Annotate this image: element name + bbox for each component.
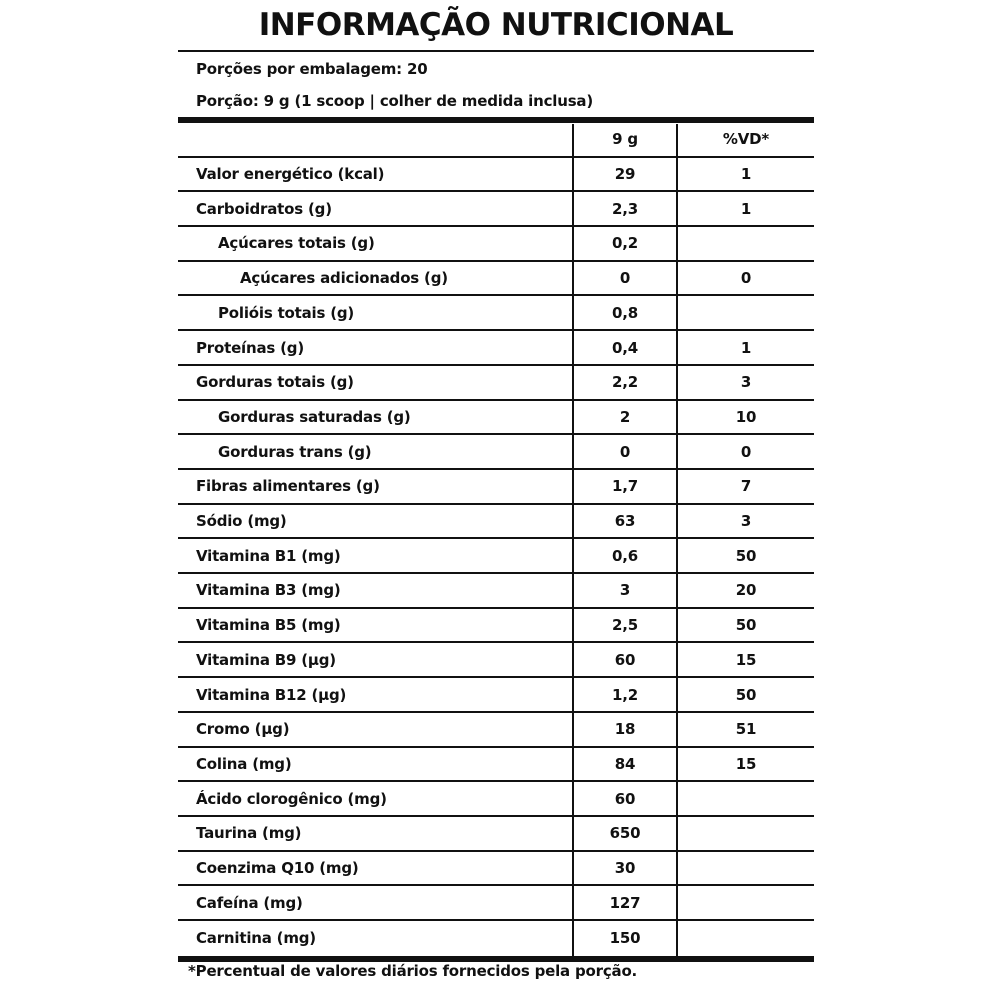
nutrient-amount: 650 xyxy=(609,824,641,843)
nutrient-dv xyxy=(678,227,814,260)
nutrient-name: Vitamina B9 (µg) xyxy=(196,650,336,669)
nutrient-amount: 150 xyxy=(609,929,641,948)
nutrient-dv xyxy=(678,886,814,919)
nutrient-name: Vitamina B12 (µg) xyxy=(196,685,347,704)
nutrient-dv: 20 xyxy=(735,581,757,600)
nutrient-name: Gorduras saturadas (g) xyxy=(218,407,411,426)
nutrient-dv: 51 xyxy=(735,720,757,739)
nutrient-amount: 0 xyxy=(619,269,631,288)
table-row xyxy=(178,227,814,262)
table-row xyxy=(178,852,814,887)
nutrient-amount: 18 xyxy=(614,720,636,739)
nutrient-amount: 0 xyxy=(619,442,631,461)
nutrient-amount: 63 xyxy=(614,512,636,531)
nutrient-amount: 2,5 xyxy=(612,616,638,635)
nutrient-name: Cafeína (mg) xyxy=(196,893,303,912)
servings-per-package: Porções por embalagem: 20 xyxy=(196,60,428,78)
divider xyxy=(178,50,814,52)
table-row xyxy=(178,262,814,297)
table-row xyxy=(178,297,814,332)
nutrient-amount: 0,6 xyxy=(612,546,638,565)
nutrient-name: Gorduras trans (g) xyxy=(218,442,372,461)
table-row xyxy=(178,713,814,748)
nutrient-dv: 0 xyxy=(740,442,752,461)
table-row xyxy=(178,817,814,852)
nutrient-dv: 1 xyxy=(740,338,752,357)
table-row xyxy=(178,539,814,574)
table-row xyxy=(178,574,814,609)
nutrient-name: Polióis totais (g) xyxy=(218,303,355,322)
nutrient-amount: 2 xyxy=(619,407,631,426)
nutrient-dv: 50 xyxy=(735,546,757,565)
nutrient-name: Gorduras totais (g) xyxy=(196,373,354,392)
nutrient-dv: 50 xyxy=(735,685,757,704)
nutrient-name: Fibras alimentares (g) xyxy=(196,477,380,496)
nutrient-amount: 30 xyxy=(614,859,636,878)
nutrient-name: Ácido clorogênico (mg) xyxy=(196,789,387,808)
nutrient-name: Açúcares adicionados (g) xyxy=(240,269,448,288)
nutrient-amount: 3 xyxy=(619,581,631,600)
table-row xyxy=(178,331,814,366)
nutrient-name: Coenzima Q10 (mg) xyxy=(196,859,359,878)
header-amount: 9 g xyxy=(612,130,638,149)
nutrient-dv xyxy=(678,782,814,815)
table-row xyxy=(178,782,814,817)
nutrient-name: Vitamina B1 (mg) xyxy=(196,546,341,565)
nutrient-name: Cromo (µg) xyxy=(196,720,290,739)
nutrient-name: Vitamina B5 (mg) xyxy=(196,616,341,635)
nutrient-amount: 60 xyxy=(614,650,636,669)
nutrient-name: Proteínas (g) xyxy=(196,338,304,357)
nutrient-dv: 10 xyxy=(735,407,757,426)
nutrient-amount: 127 xyxy=(609,893,641,912)
table-row xyxy=(178,401,814,436)
nutrient-amount: 0,8 xyxy=(612,303,638,322)
nutrient-name: Carnitina (mg) xyxy=(196,929,316,948)
nutrient-name: Sódio (mg) xyxy=(196,512,287,531)
nutrient-amount: 0,2 xyxy=(612,234,638,253)
table-row xyxy=(178,644,814,679)
nutrient-name: Colina (mg) xyxy=(196,754,292,773)
nutrient-amount: 29 xyxy=(614,165,636,184)
nutrient-dv: 7 xyxy=(740,477,752,496)
nutrient-dv: 0 xyxy=(740,269,752,288)
nutrient-amount: 1,7 xyxy=(612,477,638,496)
nutrient-dv: 15 xyxy=(735,754,757,773)
footnote: *Percentual de valores diários fornecidos pela porção. xyxy=(188,962,638,980)
table-row xyxy=(178,192,814,227)
table-header-row xyxy=(178,123,814,158)
table-row xyxy=(178,435,814,470)
nutrient-amount: 84 xyxy=(614,754,636,773)
nutrient-dv xyxy=(678,297,814,330)
nutrient-dv: 3 xyxy=(740,373,752,392)
table-row xyxy=(178,366,814,401)
table-row xyxy=(178,748,814,783)
table-row xyxy=(178,886,814,921)
nutrient-dv: 50 xyxy=(735,616,757,635)
table-row xyxy=(178,609,814,644)
nutrition-facts-label xyxy=(178,0,814,1000)
table-row xyxy=(178,505,814,540)
header-dv: %VD* xyxy=(722,130,770,149)
nutrient-dv: 3 xyxy=(740,512,752,531)
nutrient-name: Taurina (mg) xyxy=(196,824,302,843)
nutrient-amount: 2,2 xyxy=(612,373,638,392)
label-title: INFORMAÇÃO NUTRICIONAL xyxy=(258,7,734,43)
table-row xyxy=(178,158,814,193)
nutrient-name: Valor energético (kcal) xyxy=(196,165,385,184)
nutrient-amount: 0,4 xyxy=(612,338,638,357)
nutrient-name: Açúcares totais (g) xyxy=(218,234,375,253)
nutrient-dv: 1 xyxy=(740,165,752,184)
nutrient-dv xyxy=(678,817,814,850)
nutrient-name: Carboidratos (g) xyxy=(196,199,332,218)
table-row xyxy=(178,921,814,956)
serving-size: Porção: 9 g (1 scoop | colher de medida inclusa) xyxy=(196,92,594,110)
nutrient-amount: 60 xyxy=(614,789,636,808)
nutrient-name: Vitamina B3 (mg) xyxy=(196,581,341,600)
table-row xyxy=(178,470,814,505)
table-row xyxy=(178,678,814,713)
nutrient-amount: 2,3 xyxy=(612,199,638,218)
nutrient-dv xyxy=(678,921,814,956)
nutrient-dv xyxy=(678,852,814,885)
nutrient-dv: 1 xyxy=(740,199,752,218)
nutrient-amount: 1,2 xyxy=(612,685,638,704)
nutrient-dv: 15 xyxy=(735,650,757,669)
